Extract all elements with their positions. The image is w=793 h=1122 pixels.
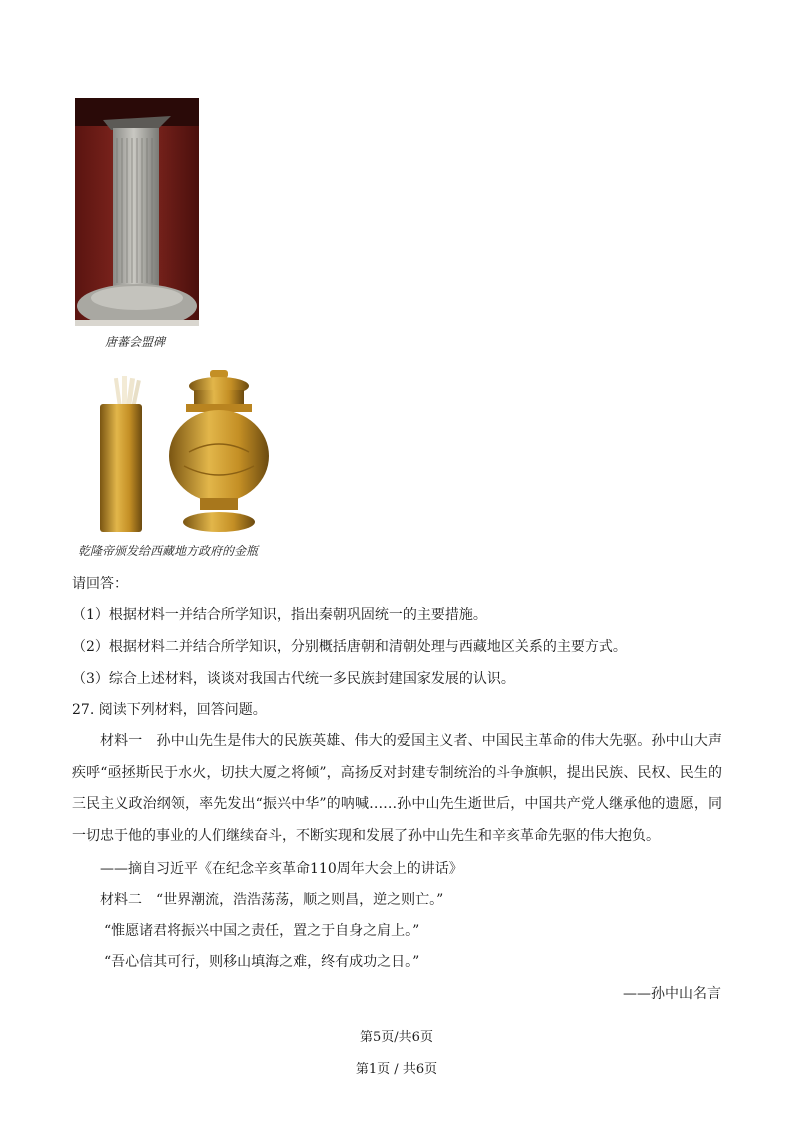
material-1-source: ——摘自习近平《在纪念辛亥革命110周年大会上的讲话》	[100, 861, 463, 877]
question-1: （1）根据材料一并结合所学知识，指出秦朝巩固统一的主要措施。	[72, 607, 487, 623]
question-27-title: 27. 阅读下列材料，回答问题。	[72, 702, 267, 718]
golden-urn-image	[94, 366, 274, 536]
golden-urn-caption: 乾隆帝颁发给西藏地方政府的金瓶	[78, 544, 259, 558]
inner-page-footer: 第5页/共6页	[360, 1030, 433, 1045]
outer-page-footer: 第1页 / 共6页	[355, 1062, 438, 1077]
stele-caption: 唐蕃会盟碑	[105, 335, 166, 349]
material-2-line-2: “惟愿诸君将振兴中国之责任，置之于自身之肩上。”	[104, 923, 420, 939]
answer-prompt: 请回答：	[72, 576, 128, 592]
material-1-text: 材料一 孙中山先生是伟大的民族英雄、伟大的爱国主义者、中国民主革命的伟大先驱。孙中山大声疾呼“亟拯斯民于水火，切扶大厦之将倾”，高扬反对封建专制统治的斗争旗帜，提出民族、民权、民生的三民主义政治纲领，率先发出“振兴中华”的呐喊……孙中山先生逝世后，中国共产党人继承他的遗愿，同一切忠于他的事业的人们继续奋斗，不断实现和发展了孙中山先生和辛亥革命先驱的伟大抱负。	[72, 733, 722, 844]
material-2-line-1: 材料二 “世界潮流，浩浩荡荡，顺之则昌，逆之则亡。”	[100, 892, 444, 908]
tang-tibet-alliance-stele-image	[75, 98, 199, 326]
material-1-paragraph	[72, 726, 722, 852]
material-2-line-3: “吾心信其可行，则移山填海之难，终有成功之日。”	[104, 954, 420, 970]
material-2-source: ——孙中山名言	[623, 986, 721, 1002]
question-3: （3）综合上述材料，谈谈对我国古代统一多民族封建国家发展的认识。	[72, 671, 515, 687]
question-2: （2）根据材料二并结合所学知识，分别概括唐朝和清朝处理与西藏地区关系的主要方式。	[72, 639, 627, 655]
